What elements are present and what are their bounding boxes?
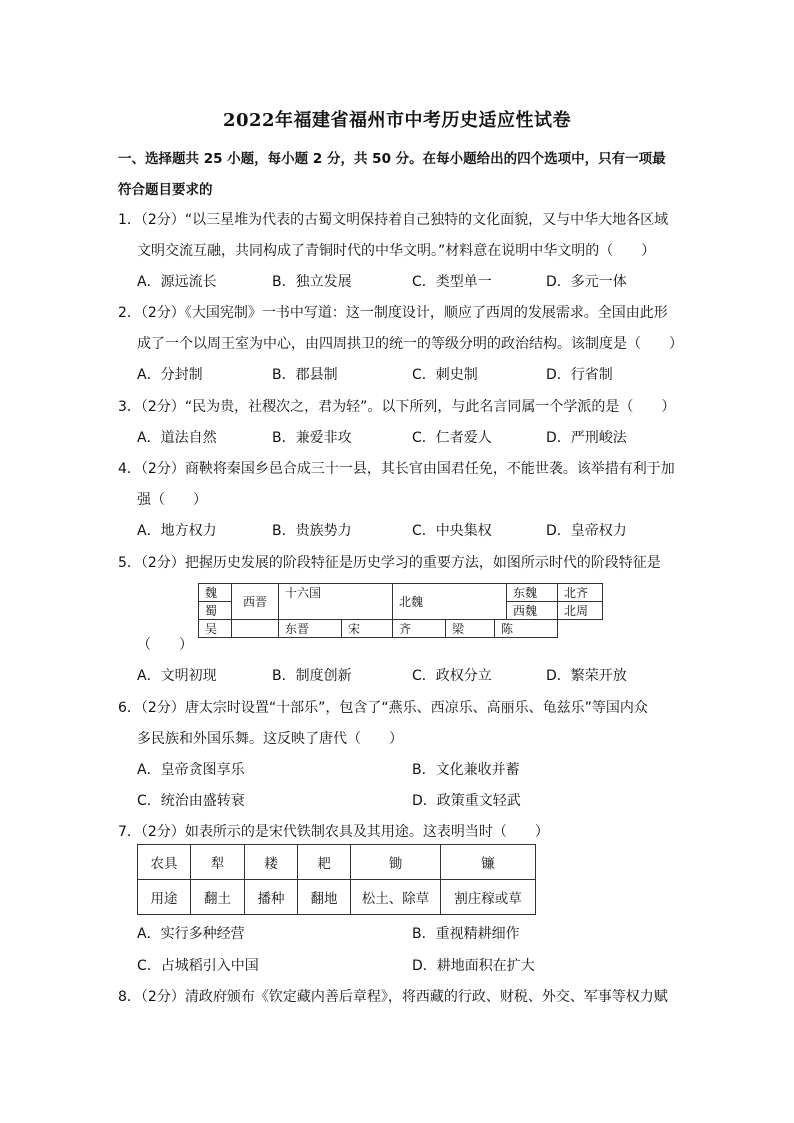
q3-option-d[interactable]: D．严刑峻法	[546, 430, 627, 446]
q6-option-a[interactable]: A．皇帝贪图享乐	[137, 762, 245, 778]
q6-option-c[interactable]: C．统治由盛转衰	[137, 793, 245, 809]
cell-xijin: 西晋	[232, 584, 279, 620]
cell-beiqi: 北齐	[558, 584, 603, 602]
cell-liang: 梁	[446, 620, 495, 638]
q2-option-a[interactable]: A．分封制	[137, 367, 203, 383]
q1-stem-line1: 1．（2分）“以三星堆为代表的古蜀文明保持着自己独特的文化面貌，又与中华大地各区域	[118, 212, 669, 228]
q1-stem-line2: 文明交流互融，共同构成了青铜时代的中华文明。”材料意在说明中华文明的（ ）	[137, 243, 656, 259]
q1-option-a[interactable]: A．源远流长	[137, 274, 217, 290]
header-seeder: 耧	[245, 845, 298, 880]
cell-dongjin: 东晋	[279, 620, 342, 638]
q7-stem-line1: 7．（2分）如表所示的是宋代铁制农具及其用途。这表明当时（ ）	[118, 824, 549, 840]
cell-xiwei: 西魏	[507, 602, 558, 620]
header-hoe: 锄	[351, 845, 441, 880]
header-harrow: 耙	[298, 845, 351, 880]
cell-beizhou: 北周	[558, 602, 603, 620]
cell-shu: 蜀	[199, 602, 232, 620]
q3-option-a[interactable]: A．道法自然	[137, 430, 217, 446]
cell-chen: 陈	[495, 620, 558, 638]
page-title: 2022年福建省福州市中考历史适应性试卷	[222, 110, 572, 131]
q6-stem-line1: 6．（2分）唐太宗时设置“十部乐”，包含了“燕乐、西凉乐、高丽乐、龟兹乐”等国内众	[118, 700, 648, 716]
q7-option-b[interactable]: B．重视精耕细作	[412, 926, 520, 942]
cell-song: 宋	[342, 620, 393, 638]
q7-option-c[interactable]: C．占城稻引入中国	[137, 958, 259, 974]
q5-option-c[interactable]: C．政权分立	[412, 668, 492, 684]
q4-stem-line1: 4．（2分）商鞅将秦国乡邑合成三十一县，其长官由国君任免，不能世袭。该举措有利于加	[118, 461, 675, 477]
q2-option-c[interactable]: C．刺史制	[412, 367, 478, 383]
q4-option-c[interactable]: C．中央集权	[412, 523, 492, 539]
q2-option-b[interactable]: B．郡县制	[272, 367, 338, 383]
q2-option-d[interactable]: D．行省制	[546, 367, 613, 383]
cell-wu: 吴	[199, 620, 232, 638]
header-plough: 犁	[191, 845, 245, 880]
q5-option-a[interactable]: A．文明初现	[137, 668, 217, 684]
cell-beiwei: 北魏	[393, 584, 507, 620]
q6-option-b[interactable]: B．文化兼收并蓄	[412, 762, 520, 778]
q1-option-b[interactable]: B．独立发展	[272, 274, 352, 290]
q4-option-a[interactable]: A．地方权力	[137, 523, 217, 539]
q3-option-c[interactable]: C．仁者爱人	[412, 430, 492, 446]
q4-option-b[interactable]: B．贵族势力	[272, 523, 352, 539]
q2-stem-line2: 成了一个以周王室为中心，由四周拱卫的统一的等级分明的政治结构。该制度是（ ）	[137, 336, 683, 352]
q5-stem-line1: 5．（2分）把握历史发展的阶段特征是历史学习的重要方法，如图所示时代的阶段特征是	[118, 555, 661, 571]
header-tool: 农具	[138, 845, 191, 880]
cell-wei: 魏	[199, 584, 232, 602]
row-usage: 用途	[138, 880, 191, 915]
q1-option-c[interactable]: C．类型单一	[412, 274, 492, 290]
usage-seeder: 播种	[245, 880, 298, 915]
dynasty-timeline-table	[198, 583, 603, 638]
cell-empty	[232, 620, 279, 638]
farm-tools-table	[137, 844, 536, 915]
q5-answer-paren: （ ）	[137, 637, 193, 653]
q6-option-d[interactable]: D．政策重文轻武	[412, 793, 521, 809]
section-heading-line1: 一、选择题共 25 小题，每小题 2 分，共 50 分。在每小题给出的四个选项中，只有一项最	[118, 151, 666, 167]
q4-option-d[interactable]: D．皇帝权力	[546, 523, 627, 539]
cell-shiliuguo: 十六国	[279, 584, 393, 620]
usage-harrow: 翻地	[298, 880, 351, 915]
q6-stem-line2: 多民族和外国乐舞。这反映了唐代（ ）	[137, 731, 403, 747]
q4-stem-line2: 强（ ）	[137, 492, 207, 508]
cell-qi: 齐	[393, 620, 446, 638]
q5-option-b[interactable]: B．制度创新	[272, 668, 352, 684]
section-heading-line2: 符合题目要求的	[118, 182, 213, 198]
q7-option-a[interactable]: A．实行多种经营	[137, 926, 245, 942]
header-sickle: 镰	[441, 845, 536, 880]
usage-hoe: 松土、除草	[351, 880, 441, 915]
q1-option-d[interactable]: D．多元一体	[546, 274, 627, 290]
q3-stem-line1: 3．（2分）“民为贵，社稷次之，君为轻”。以下所列，与此名言同属一个学派的是（ ）	[118, 399, 676, 415]
q2-stem-line1: 2．（2分）《大国宪制》一书中写道：这一制度设计，顺应了西周的发展需求。全国由此形	[118, 305, 668, 321]
q8-stem-line1: 8．（2分）清政府颁布《钦定藏内善后章程》，将西藏的行政、财税、外交、军事等权力赋	[118, 989, 668, 1005]
usage-sickle: 割庄稼或草	[441, 880, 536, 915]
cell-dongwei: 东魏	[507, 584, 558, 602]
q7-option-d[interactable]: D．耕地面积在扩大	[412, 958, 535, 974]
q3-option-b[interactable]: B．兼爱非攻	[272, 430, 352, 446]
usage-plough: 翻土	[191, 880, 245, 915]
q5-option-d[interactable]: D．繁荣开放	[546, 668, 627, 684]
